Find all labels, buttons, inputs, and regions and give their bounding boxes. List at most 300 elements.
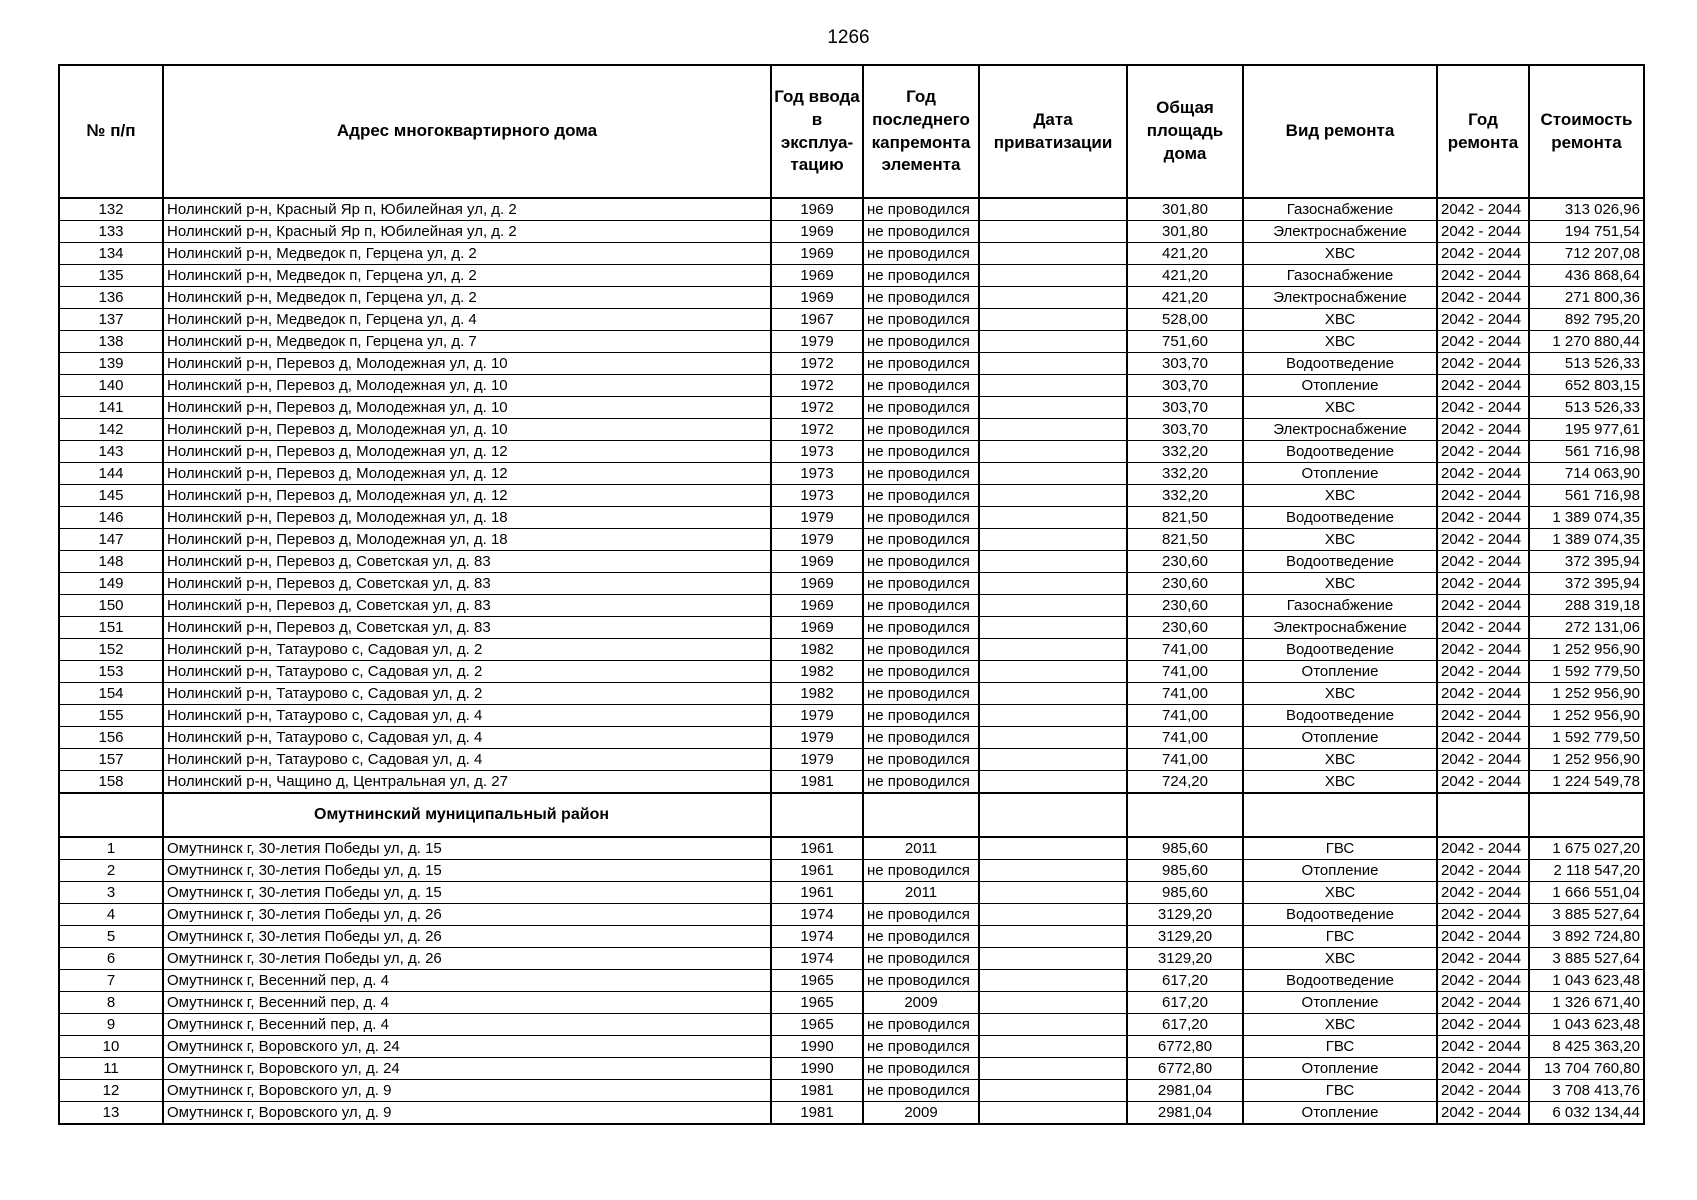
cell-address: Нолинский р-н, Перевоз д, Молодежная ул, д. 10: [163, 397, 771, 419]
cell-cost: 1 389 074,35: [1529, 507, 1644, 529]
cell-last-repair: не проводился: [863, 595, 979, 617]
cell-cost: 8 425 363,20: [1529, 1036, 1644, 1058]
cell-repair-year: 2042 - 2044: [1437, 882, 1529, 904]
cell-repair-type: Отопление: [1243, 727, 1437, 749]
cell-repair-type: Электроснабжение: [1243, 221, 1437, 243]
cell-last-repair: не проводился: [863, 309, 979, 331]
table-row: [59, 463, 1644, 485]
cell-last-repair: не проводился: [863, 221, 979, 243]
cell-privatization: [979, 683, 1127, 705]
cell-privatization: [979, 837, 1127, 860]
cell-repair-type: Электроснабжение: [1243, 617, 1437, 639]
cell-year-built: 1965: [771, 1014, 863, 1036]
cell-year-built: 1981: [771, 771, 863, 794]
table-row: [59, 837, 1644, 860]
cell-repair-year: 2042 - 2044: [1437, 683, 1529, 705]
cell-num: 4: [59, 904, 163, 926]
cell-year-built: 1961: [771, 882, 863, 904]
cell-privatization: [979, 309, 1127, 331]
cell-last-repair: не проводился: [863, 1014, 979, 1036]
cell-area: 741,00: [1127, 683, 1243, 705]
cell-area: 741,00: [1127, 749, 1243, 771]
table-body-nolinsky: [59, 198, 1644, 793]
table-row: [59, 1036, 1644, 1058]
cell-area: 421,20: [1127, 243, 1243, 265]
table-row: [59, 485, 1644, 507]
cell-last-repair: не проводился: [863, 617, 979, 639]
table-body-omutninsky: [59, 837, 1644, 1124]
cell-year-built: 1972: [771, 397, 863, 419]
cell-repair-year: 2042 - 2044: [1437, 992, 1529, 1014]
cell-repair-type: Отопление: [1243, 1102, 1437, 1125]
cell-area: 332,20: [1127, 441, 1243, 463]
cell-area: 230,60: [1127, 551, 1243, 573]
cell-repair-year: 2042 - 2044: [1437, 970, 1529, 992]
cell-num: 141: [59, 397, 163, 419]
cell-area: 741,00: [1127, 639, 1243, 661]
cell-year-built: 1965: [771, 992, 863, 1014]
cell-year-built: 1990: [771, 1036, 863, 1058]
cell-area: 617,20: [1127, 1014, 1243, 1036]
table-row: [59, 573, 1644, 595]
cell-address: Нолинский р-н, Перевоз д, Молодежная ул, д. 18: [163, 529, 771, 551]
cell-num: 13: [59, 1102, 163, 1125]
cell-cost: 194 751,54: [1529, 221, 1644, 243]
cell-cost: 3 885 527,64: [1529, 948, 1644, 970]
cell-num: 137: [59, 309, 163, 331]
cell-address: Нолинский р-н, Перевоз д, Молодежная ул, д. 12: [163, 441, 771, 463]
cell-privatization: [979, 441, 1127, 463]
cell-area: 421,20: [1127, 265, 1243, 287]
cell-num: 155: [59, 705, 163, 727]
cell-last-repair: не проводился: [863, 573, 979, 595]
cell-num: 158: [59, 771, 163, 794]
cell-area: 821,50: [1127, 529, 1243, 551]
cell-repair-type: Отопление: [1243, 1058, 1437, 1080]
cell-year-built: 1981: [771, 1102, 863, 1125]
cell-address: Нолинский р-н, Перевоз д, Советская ул, д. 83: [163, 595, 771, 617]
cell-area: 617,20: [1127, 970, 1243, 992]
cell-privatization: [979, 926, 1127, 948]
cell-privatization: [979, 860, 1127, 882]
cell-num: 145: [59, 485, 163, 507]
header-cost: Стоимость ремонта: [1529, 65, 1644, 198]
cell-last-repair: не проводился: [863, 661, 979, 683]
header-last-repair: Год последнего капремонта элемента: [863, 65, 979, 198]
cell-year-built: 1965: [771, 970, 863, 992]
header-num: № п/п: [59, 65, 163, 198]
cell-repair-year: 2042 - 2044: [1437, 1036, 1529, 1058]
cell-repair-type: Отопление: [1243, 375, 1437, 397]
cell-year-built: 1982: [771, 683, 863, 705]
cell-repair-type: Водоотведение: [1243, 441, 1437, 463]
header-address: Адрес многоквартирного дома: [163, 65, 771, 198]
cell-repair-year: 2042 - 2044: [1437, 1102, 1529, 1125]
cell-privatization: [979, 287, 1127, 309]
table-row: [59, 419, 1644, 441]
cell-repair-year: 2042 - 2044: [1437, 419, 1529, 441]
cell-repair-type: Водоотведение: [1243, 639, 1437, 661]
cell-repair-type: ХВС: [1243, 243, 1437, 265]
table-row: [59, 749, 1644, 771]
cell-year-built: 1979: [771, 705, 863, 727]
table-row: [59, 904, 1644, 926]
cell-privatization: [979, 1080, 1127, 1102]
cell-repair-type: ХВС: [1243, 573, 1437, 595]
cell-num: 149: [59, 573, 163, 595]
cell-area: 985,60: [1127, 837, 1243, 860]
cell-repair-year: 2042 - 2044: [1437, 331, 1529, 353]
cell-year-built: 1982: [771, 661, 863, 683]
cell-cost: 513 526,33: [1529, 397, 1644, 419]
cell-address: Омутнинск г, Воровского ул, д. 9: [163, 1080, 771, 1102]
cell-privatization: [979, 529, 1127, 551]
cell-privatization: [979, 749, 1127, 771]
cell-last-repair: не проводился: [863, 926, 979, 948]
cell-repair-type: Отопление: [1243, 860, 1437, 882]
page-number: 1266: [827, 27, 870, 48]
table-row: [59, 507, 1644, 529]
cell-address: Нолинский р-н, Медведок п, Герцена ул, д. 7: [163, 331, 771, 353]
cell-num: 2: [59, 860, 163, 882]
cell-address: Нолинский р-н, Красный Яр п, Юбилейная ул, д. 2: [163, 198, 771, 221]
cell-privatization: [979, 375, 1127, 397]
table-row: [59, 1080, 1644, 1102]
cell-repair-year: 2042 - 2044: [1437, 1058, 1529, 1080]
cell-area: 230,60: [1127, 595, 1243, 617]
cell-num: 153: [59, 661, 163, 683]
cell-repair-type: Электроснабжение: [1243, 287, 1437, 309]
cell-year-built: 1979: [771, 727, 863, 749]
table-row: [59, 551, 1644, 573]
cell-repair-year: 2042 - 2044: [1437, 727, 1529, 749]
cell-repair-year: 2042 - 2044: [1437, 617, 1529, 639]
cell-repair-year: 2042 - 2044: [1437, 397, 1529, 419]
cell-repair-year: 2042 - 2044: [1437, 551, 1529, 573]
cell-repair-type: Водоотведение: [1243, 507, 1437, 529]
cell-last-repair: 2009: [863, 992, 979, 1014]
cell-num: 151: [59, 617, 163, 639]
cell-area: 6772,80: [1127, 1058, 1243, 1080]
cell-num: 146: [59, 507, 163, 529]
cell-cost: 561 716,98: [1529, 485, 1644, 507]
cell-address: Омутнинск г, 30-летия Победы ул, д. 26: [163, 926, 771, 948]
cell-privatization: [979, 661, 1127, 683]
cell-repair-type: ХВС: [1243, 331, 1437, 353]
cell-repair-year: 2042 - 2044: [1437, 221, 1529, 243]
cell-num: 150: [59, 595, 163, 617]
cell-privatization: [979, 485, 1127, 507]
cell-last-repair: не проводился: [863, 1080, 979, 1102]
cell-year-built: 1969: [771, 287, 863, 309]
section-title: Омутнинский муниципальный район: [163, 793, 771, 837]
table-row: [59, 595, 1644, 617]
cell-privatization: [979, 331, 1127, 353]
cell-address: Нолинский р-н, Красный Яр п, Юбилейная ул, д. 2: [163, 221, 771, 243]
table-row: [59, 243, 1644, 265]
cell-last-repair: не проводился: [863, 243, 979, 265]
cell-repair-type: ХВС: [1243, 397, 1437, 419]
cell-repair-year: 2042 - 2044: [1437, 860, 1529, 882]
cell-last-repair: не проводился: [863, 287, 979, 309]
cell-cost: 195 977,61: [1529, 419, 1644, 441]
cell-last-repair: не проводился: [863, 1036, 979, 1058]
cell-address: Нолинский р-н, Татаурово с, Садовая ул, д. 2: [163, 639, 771, 661]
cell-year-built: 1969: [771, 243, 863, 265]
table-row: [59, 353, 1644, 375]
cell-cost: 561 716,98: [1529, 441, 1644, 463]
cell-last-repair: не проводился: [863, 683, 979, 705]
cell-cost: 436 868,64: [1529, 265, 1644, 287]
cell-address: Нолинский р-н, Перевоз д, Молодежная ул, д. 12: [163, 463, 771, 485]
cell-privatization: [979, 705, 1127, 727]
cell-area: 303,70: [1127, 397, 1243, 419]
cell-area: 301,80: [1127, 221, 1243, 243]
cell-repair-type: ГВС: [1243, 926, 1437, 948]
cell-repair-type: ХВС: [1243, 771, 1437, 794]
cell-repair-year: 2042 - 2044: [1437, 529, 1529, 551]
cell-cost: 1 326 671,40: [1529, 992, 1644, 1014]
cell-area: 985,60: [1127, 860, 1243, 882]
header-privatization: Дата приватизации: [979, 65, 1127, 198]
cell-repair-year: 2042 - 2044: [1437, 1080, 1529, 1102]
cell-last-repair: не проводился: [863, 749, 979, 771]
cell-cost: 3 708 413,76: [1529, 1080, 1644, 1102]
cell-area: 303,70: [1127, 375, 1243, 397]
cell-last-repair: не проводился: [863, 507, 979, 529]
cell-year-built: 1979: [771, 331, 863, 353]
cell-last-repair: не проводился: [863, 948, 979, 970]
cell-address: Нолинский р-н, Перевоз д, Молодежная ул, д. 12: [163, 485, 771, 507]
cell-cost: 1 224 549,78: [1529, 771, 1644, 794]
cell-address: Нолинский р-н, Медведок п, Герцена ул, д. 2: [163, 265, 771, 287]
cell-year-built: 1972: [771, 419, 863, 441]
cell-num: 154: [59, 683, 163, 705]
table-row: [59, 198, 1644, 221]
cell-repair-type: ГВС: [1243, 1036, 1437, 1058]
cell-area: 741,00: [1127, 661, 1243, 683]
cell-year-built: 1969: [771, 595, 863, 617]
cell-area: 741,00: [1127, 727, 1243, 749]
header-year-built: Год ввода в эксплуа-тацию: [771, 65, 863, 198]
cell-last-repair: не проводился: [863, 353, 979, 375]
cell-repair-year: 2042 - 2044: [1437, 287, 1529, 309]
cell-year-built: 1969: [771, 617, 863, 639]
cell-repair-type: Отопление: [1243, 661, 1437, 683]
cell-num: 7: [59, 970, 163, 992]
cell-year-built: 1969: [771, 551, 863, 573]
cell-privatization: [979, 904, 1127, 926]
cell-area: 821,50: [1127, 507, 1243, 529]
cell-num: 134: [59, 243, 163, 265]
cell-privatization: [979, 617, 1127, 639]
cell-area: 985,60: [1127, 882, 1243, 904]
table-row: [59, 529, 1644, 551]
cell-repair-type: ГВС: [1243, 1080, 1437, 1102]
cell-area: 303,70: [1127, 419, 1243, 441]
cell-privatization: [979, 265, 1127, 287]
cell-address: Нолинский р-н, Татаурово с, Садовая ул, д. 4: [163, 749, 771, 771]
table-row: [59, 661, 1644, 683]
cell-num: 147: [59, 529, 163, 551]
cell-repair-type: Водоотведение: [1243, 970, 1437, 992]
cell-repair-year: 2042 - 2044: [1437, 198, 1529, 221]
table-row: [59, 1102, 1644, 1125]
cell-privatization: [979, 198, 1127, 221]
cell-last-repair: не проводился: [863, 463, 979, 485]
cell-address: Нолинский р-н, Перевоз д, Молодежная ул, д. 10: [163, 353, 771, 375]
cell-repair-type: ХВС: [1243, 882, 1437, 904]
cell-repair-year: 2042 - 2044: [1437, 595, 1529, 617]
cell-privatization: [979, 639, 1127, 661]
table-row: [59, 992, 1644, 1014]
cell-area: 2981,04: [1127, 1102, 1243, 1125]
cell-privatization: [979, 771, 1127, 794]
cell-area: 421,20: [1127, 287, 1243, 309]
cell-year-built: 1972: [771, 353, 863, 375]
cell-cost: 892 795,20: [1529, 309, 1644, 331]
cell-last-repair: не проводился: [863, 970, 979, 992]
cell-privatization: [979, 948, 1127, 970]
section-header-row: [59, 793, 1644, 837]
cell-year-built: 1967: [771, 309, 863, 331]
cell-repair-type: Газоснабжение: [1243, 198, 1437, 221]
cell-num: 3: [59, 882, 163, 904]
cell-repair-year: 2042 - 2044: [1437, 243, 1529, 265]
cell-area: 6772,80: [1127, 1036, 1243, 1058]
table-row: [59, 287, 1644, 309]
cell-address: Омутнинск г, Воровского ул, д. 24: [163, 1058, 771, 1080]
cell-repair-year: 2042 - 2044: [1437, 705, 1529, 727]
cell-num: 9: [59, 1014, 163, 1036]
cell-num: 8: [59, 992, 163, 1014]
cell-year-built: 1969: [771, 198, 863, 221]
cell-num: 135: [59, 265, 163, 287]
cell-repair-year: 2042 - 2044: [1437, 309, 1529, 331]
cell-num: 1: [59, 837, 163, 860]
cell-address: Нолинский р-н, Татаурово с, Садовая ул, д. 4: [163, 727, 771, 749]
cell-repair-year: 2042 - 2044: [1437, 1014, 1529, 1036]
cell-num: 10: [59, 1036, 163, 1058]
cell-address: Нолинский р-н, Перевоз д, Молодежная ул, д. 10: [163, 419, 771, 441]
cell-area: 230,60: [1127, 617, 1243, 639]
cell-area: 2981,04: [1127, 1080, 1243, 1102]
cell-privatization: [979, 1036, 1127, 1058]
table-row: [59, 926, 1644, 948]
cell-privatization: [979, 882, 1127, 904]
cell-address: Нолинский р-н, Татаурово с, Садовая ул, д. 4: [163, 705, 771, 727]
cell-area: 617,20: [1127, 992, 1243, 1014]
table-row: [59, 1058, 1644, 1080]
table-row: [59, 970, 1644, 992]
table-row: [59, 882, 1644, 904]
cell-privatization: [979, 353, 1127, 375]
cell-repair-type: Отопление: [1243, 992, 1437, 1014]
cell-area: 332,20: [1127, 463, 1243, 485]
cell-address: Нолинский р-н, Перевоз д, Советская ул, д. 83: [163, 551, 771, 573]
table-row: [59, 265, 1644, 287]
cell-privatization: [979, 595, 1127, 617]
cell-area: 741,00: [1127, 705, 1243, 727]
cell-num: 11: [59, 1058, 163, 1080]
cell-address: Нолинский р-н, Перевоз д, Молодежная ул, д. 18: [163, 507, 771, 529]
cell-cost: 1 675 027,20: [1529, 837, 1644, 860]
table-row: [59, 771, 1644, 794]
cell-cost: 1 252 956,90: [1529, 749, 1644, 771]
cell-cost: 1 270 880,44: [1529, 331, 1644, 353]
cell-num: 142: [59, 419, 163, 441]
cell-cost: 714 063,90: [1529, 463, 1644, 485]
cell-num: 5: [59, 926, 163, 948]
cell-last-repair: не проводился: [863, 265, 979, 287]
cell-privatization: [979, 397, 1127, 419]
cell-year-built: 1979: [771, 749, 863, 771]
cell-address: Нолинский р-н, Перевоз д, Молодежная ул, д. 10: [163, 375, 771, 397]
cell-cost: 513 526,33: [1529, 353, 1644, 375]
header-area: Общая площадь дома: [1127, 65, 1243, 198]
cell-num: 139: [59, 353, 163, 375]
cell-num: 152: [59, 639, 163, 661]
cell-repair-type: Газоснабжение: [1243, 595, 1437, 617]
cell-cost: 712 207,08: [1529, 243, 1644, 265]
cell-num: 156: [59, 727, 163, 749]
cell-repair-type: ХВС: [1243, 529, 1437, 551]
cell-address: Нолинский р-н, Медведок п, Герцена ул, д. 2: [163, 287, 771, 309]
cell-last-repair: 2011: [863, 882, 979, 904]
cell-privatization: [979, 727, 1127, 749]
cell-cost: 271 800,36: [1529, 287, 1644, 309]
cell-num: 132: [59, 198, 163, 221]
cell-repair-year: 2042 - 2044: [1437, 463, 1529, 485]
table-row: [59, 860, 1644, 882]
cell-cost: 2 118 547,20: [1529, 860, 1644, 882]
cell-repair-type: ХВС: [1243, 485, 1437, 507]
cell-num: 157: [59, 749, 163, 771]
table-row: [59, 375, 1644, 397]
cell-privatization: [979, 221, 1127, 243]
cell-privatization: [979, 243, 1127, 265]
cell-repair-type: ХВС: [1243, 948, 1437, 970]
cell-last-repair: не проводился: [863, 639, 979, 661]
cell-num: 136: [59, 287, 163, 309]
cell-address: Омутнинск г, Весенний пер, д. 4: [163, 970, 771, 992]
cell-privatization: [979, 1014, 1127, 1036]
cell-address: Нолинский р-н, Татаурово с, Садовая ул, д. 2: [163, 661, 771, 683]
cell-last-repair: не проводился: [863, 904, 979, 926]
cell-cost: 1 252 956,90: [1529, 683, 1644, 705]
cell-year-built: 1979: [771, 507, 863, 529]
cell-repair-type: Водоотведение: [1243, 551, 1437, 573]
cell-last-repair: не проводился: [863, 397, 979, 419]
table-row: [59, 221, 1644, 243]
cell-repair-year: 2042 - 2044: [1437, 837, 1529, 860]
cell-repair-type: Водоотведение: [1243, 353, 1437, 375]
cell-cost: 372 395,94: [1529, 551, 1644, 573]
table-row: [59, 309, 1644, 331]
cell-cost: 1 592 779,50: [1529, 661, 1644, 683]
cell-num: 144: [59, 463, 163, 485]
cell-repair-year: 2042 - 2044: [1437, 441, 1529, 463]
cell-area: 3129,20: [1127, 948, 1243, 970]
cell-address: Омутнинск г, Весенний пер, д. 4: [163, 1014, 771, 1036]
header-repair-year: Год ремонта: [1437, 65, 1529, 198]
header-repair-type: Вид ремонта: [1243, 65, 1437, 198]
cell-address: Нолинский р-н, Чащино д, Центральная ул, д. 27: [163, 771, 771, 794]
cell-last-repair: не проводился: [863, 529, 979, 551]
cell-last-repair: 2009: [863, 1102, 979, 1125]
cell-repair-year: 2042 - 2044: [1437, 485, 1529, 507]
cell-cost: 3 885 527,64: [1529, 904, 1644, 926]
